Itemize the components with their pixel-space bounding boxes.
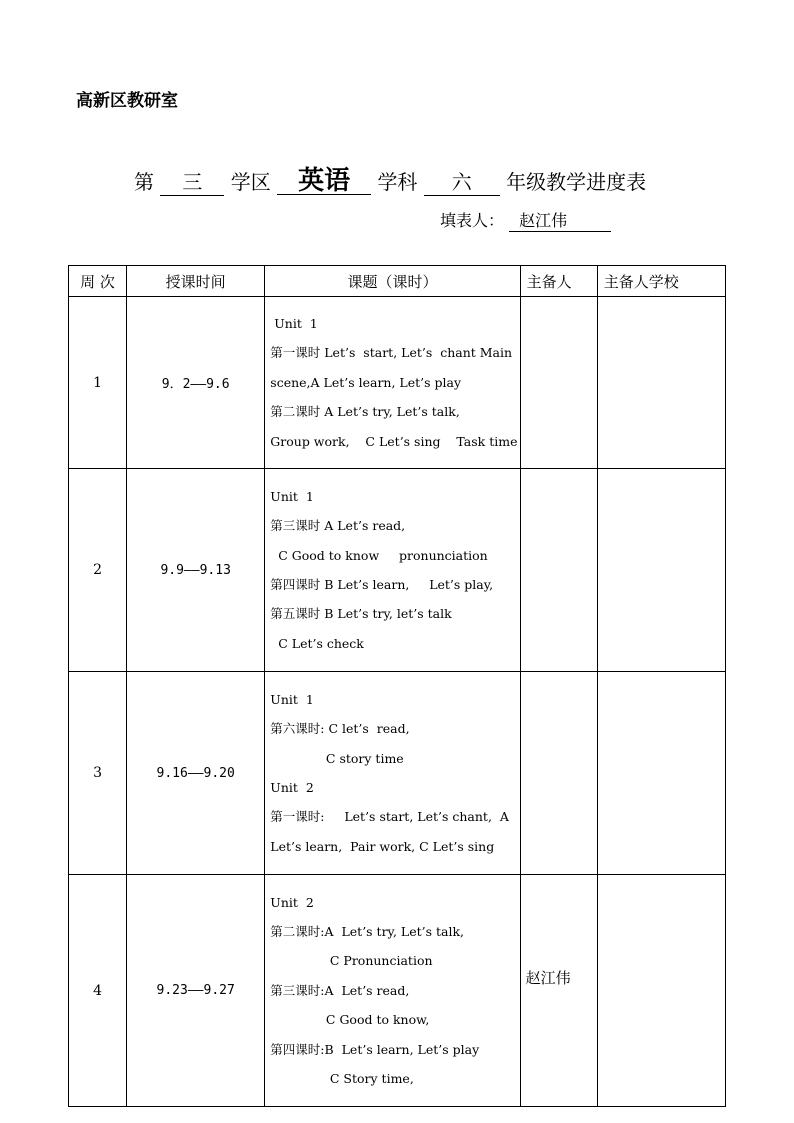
- topic-line: 第三课时:A Let’s read,: [270, 982, 410, 998]
- topic-line: Let’s learn, Pair work, C Let’s sing: [270, 838, 495, 854]
- week-cell: 3: [69, 672, 127, 875]
- topic-line: Group work, C Let’s sing Task time: [270, 433, 518, 449]
- topic-line: 第三课时 A Let’s read,: [270, 518, 406, 534]
- school-cell: [597, 875, 725, 1107]
- school-cell: [597, 469, 725, 672]
- header-topic: 课题（课时）: [265, 266, 520, 297]
- topic-line: 第二课时 A Let’s try, Let’s talk,: [270, 404, 460, 420]
- topic-line: 第四课时 B Let’s learn, Let’s play,: [270, 577, 494, 592]
- date-cell: 9.23——9.27: [127, 875, 265, 1107]
- header-week: 周 次: [69, 266, 127, 297]
- title-part-2: 学区: [230, 170, 271, 194]
- school-cell: [597, 297, 725, 469]
- host-cell: [520, 469, 597, 672]
- topic-line: 第二课时:A Let’s try, Let’s talk,: [270, 923, 465, 939]
- week-cell: 4: [69, 875, 127, 1107]
- header-date: 授课时间: [127, 266, 265, 297]
- topic-line: 第四课时:B Let’s learn, Let’s play: [270, 1041, 480, 1057]
- topic-line: Unit 1: [270, 488, 314, 504]
- title-part-4: 年级教学进度表: [506, 170, 647, 194]
- topic-line: Unit 1: [270, 315, 318, 331]
- table-row: [69, 469, 726, 672]
- topic-line: 第一课时: Let’s start, Let’s chant, A: [270, 809, 509, 825]
- topic-line: C story time: [270, 750, 404, 766]
- date-cell: 9.9——9.13: [127, 469, 265, 672]
- topic-line: scene,A Let’s learn, Let’s play: [270, 374, 462, 390]
- header-school: 主备人学校: [597, 266, 725, 297]
- table-row: [69, 672, 726, 875]
- schedule-table: [68, 265, 726, 1107]
- host-cell: [520, 672, 597, 875]
- topic-cell: [265, 875, 520, 1107]
- topic-line: 第五课时 B Let’s try, let’s talk: [270, 606, 452, 622]
- topic-cell: [265, 469, 520, 672]
- organization-header: 高新区教研室: [76, 91, 178, 111]
- topic-line: 第六课时: C let’s read,: [270, 721, 410, 737]
- topic-cell: [265, 672, 520, 875]
- host-cell: [520, 297, 597, 469]
- subject-field: 英语: [277, 168, 371, 195]
- district-field: 三: [160, 169, 224, 196]
- host-cell: 赵江伟: [520, 875, 597, 1107]
- date-cell: 9.16——9.20: [127, 672, 265, 875]
- school-cell: [597, 672, 725, 875]
- table-header-row: [69, 266, 726, 297]
- filler-name: 赵江伟: [509, 208, 611, 232]
- topic-line: Unit 1: [270, 691, 314, 707]
- week-cell: 2: [69, 469, 127, 672]
- date-cell: 9．2——9.6: [127, 297, 265, 469]
- table-row: [69, 297, 726, 469]
- topic-line: C Good to know pronunciation: [270, 547, 488, 563]
- week-cell: 1: [69, 297, 127, 469]
- topic-line: C Let’s check: [270, 635, 364, 651]
- title-part-1: 第: [134, 170, 154, 194]
- header-host: 主备人: [520, 266, 597, 297]
- document-title: [134, 166, 646, 198]
- title-part-3: 学科: [377, 170, 418, 194]
- table-row: [69, 875, 726, 1107]
- topic-line: 第一课时 Let’s start, Let’s chant Main: [270, 345, 513, 361]
- topic-line: C Story time,: [270, 1071, 414, 1087]
- topic-line: C Pronunciation: [270, 953, 433, 969]
- topic-line: Unit 2: [270, 894, 314, 910]
- grade-field: 六: [424, 169, 500, 196]
- topic-line: C Good to know,: [270, 1012, 430, 1028]
- filler-line: [440, 208, 611, 232]
- topic-cell: [265, 297, 520, 469]
- topic-line: Unit 2: [270, 780, 314, 795]
- filler-label: 填表人：: [440, 211, 505, 230]
